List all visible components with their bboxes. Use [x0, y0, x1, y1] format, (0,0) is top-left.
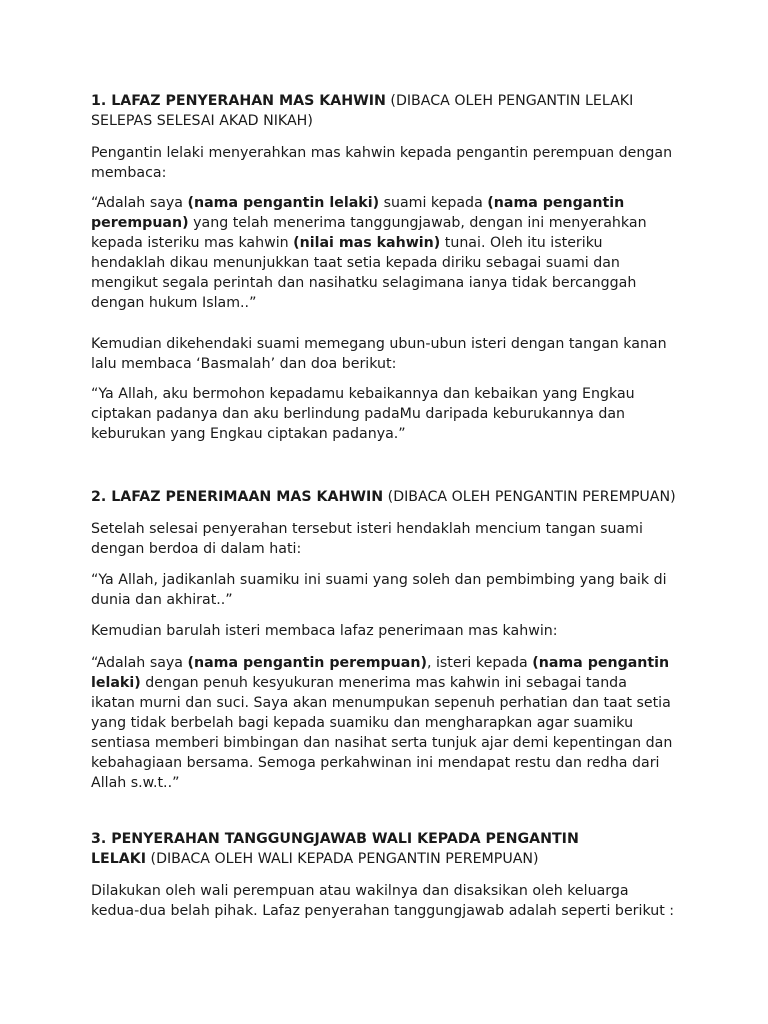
quote-text: dengan penuh kesyukuran menerima mas kahwin ini sebagai tanda ikatan murni dan suci. Saya akan menumpukan sepenuh perhatian dan taat setia yang tidak berbelah bagi kepada suamiku dan mengharapkan agar suamiku sentiasa memberi bimbingan dan nasihat serta tunjuk ajar demi kepentingan dan kebahagiaan bersama. Semoga perkahwinan ini mendapat restu dan redha dari Allah s.w.t..”	[91, 675, 673, 791]
section-1-followup: Kemudian dikehendaki suami memegang ubun-ubun isteri dengan tangan kanan lalu membaca ‘Basmalah’ dan doa berikut:	[91, 336, 667, 372]
section-2-prayer: “Ya Allah, jadikanlah suamiku ini suami yang soleh dan pembimbing yang baik di dunia dan akhirat..”	[91, 572, 667, 608]
section-2-quote	[91, 653, 675, 793]
section-2-intro: Setelah selesai penyerahan tersebut isteri hendaklah mencium tangan suami dengan berdoa di dalam hati:	[91, 521, 643, 557]
section-3-heading-note: (DIBACA OLEH WALI KEPADA PENGANTIN PEREMPUAN)	[146, 851, 539, 867]
quote-text: , isteri kepada	[426, 655, 533, 671]
section-3-intro: Dilakukan oleh wali perempuan atau wakilnya dan disaksikan oleh keluarga kedua-dua belah pihak. Lafaz penyerahan tanggungjawab adalah seperti berikut :	[91, 883, 675, 919]
quote-bold: (nilai mas kahwin)	[293, 235, 441, 251]
section-1-quote	[91, 193, 675, 313]
section-3-heading	[91, 829, 591, 869]
section-2-heading-title: 2. LAFAZ PENERIMAAN MAS KAHWIN	[91, 489, 384, 505]
section-2-heading-note: (DIBACA OLEH PENGANTIN PEREMPUAN)	[383, 489, 676, 505]
quote-bold: (nama pengantin perempuan)	[187, 655, 427, 671]
section-3-heading-title: 3. PENYERAHAN TANGGUNGJAWAB WALI KEPADA PENGANTIN LELAKI	[91, 831, 579, 867]
section-1-intro: Pengantin lelaki menyerahkan mas kahwin kepada pengantin perempuan dengan membaca:	[91, 145, 673, 181]
section-1-prayer: “Ya Allah, aku bermohon kepadamu kebaikannya dan kebaikan yang Engkau ciptakan padanya dan aku berlindung padaMu daripada keburukannya dan keburukan yang Engkau ciptakan padanya.”	[91, 386, 635, 442]
quote-text: yang telah menerima tanggungjawab, dengan ini menyerahkan kepada isteriku mas kahwin	[91, 215, 647, 251]
section-2-heading	[91, 487, 681, 507]
quote-text: “Adalah saya	[91, 195, 188, 211]
quote-text: suami kepada	[379, 195, 488, 211]
quote-bold: (nama pengantin lelaki)	[91, 655, 670, 691]
quote-bold: (nama pengantin lelaki)	[187, 195, 380, 211]
quote-bold: (nama pengantin perempuan)	[91, 195, 625, 231]
quote-text: “Adalah saya	[91, 655, 188, 671]
section-2-followup: Kemudian barulah isteri membaca lafaz penerimaan mas kahwin:	[91, 623, 558, 639]
section-1-heading-title: 1. LAFAZ PENYERAHAN MAS KAHWIN	[91, 93, 386, 109]
quote-text: tunai. Oleh itu isteriku hendaklah dikau menunjukkan taat setia kepada diriku sebagai suami dan mengikut segala perintah dan nasihatku selagimana ianya tidak bercanggah dengan hukum Islam..”	[91, 235, 637, 311]
section-1-heading-note: (DIBACA OLEH PENGANTIN LELAKI SELEPAS SELESAI AKAD NIKAH)	[91, 93, 634, 129]
section-1-heading	[91, 91, 651, 131]
